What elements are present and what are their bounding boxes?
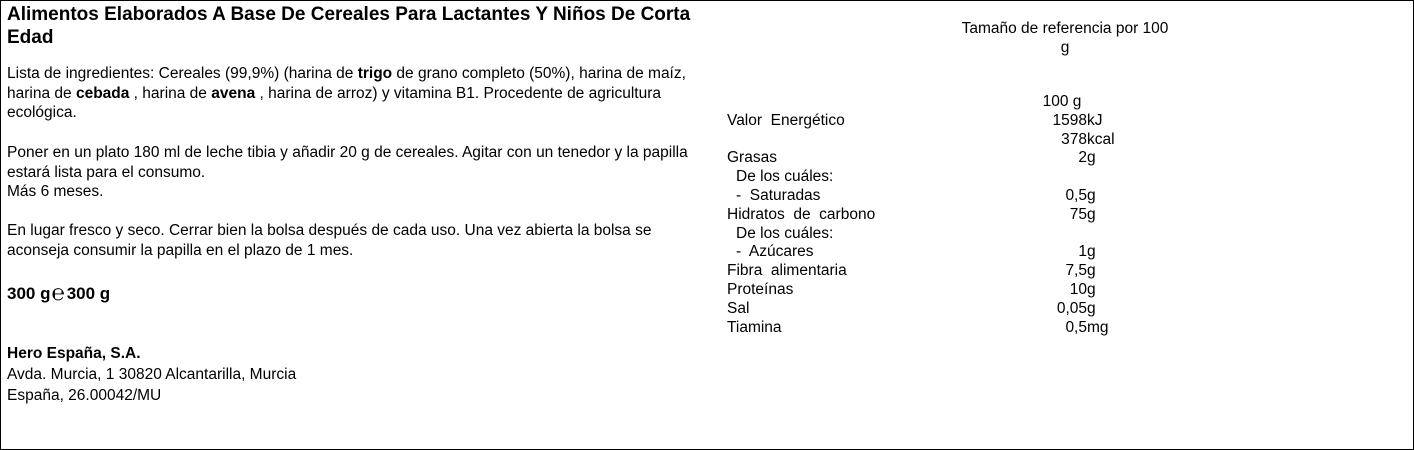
ingredients-text: Lista de ingredientes: Cereales (99,9%) (harina de (7, 65, 358, 82)
nutrient-value: 75 (1069, 205, 1087, 223)
nutrient-unit: g (1087, 262, 1096, 280)
company-name: Hero España, S.A. (7, 345, 141, 362)
nutrition-row (727, 319, 1147, 338)
nutrient-unit: kJ (1087, 111, 1103, 129)
nutrient-unit: g (1087, 299, 1096, 317)
company-address: Avda. Murcia, 1 30820 Alcantarilla, Murcia (7, 366, 297, 383)
column-header-100g: 100 g (1042, 93, 1082, 110)
nutrient-label: Hidratos de carbono (727, 205, 876, 223)
ingredients-list (7, 64, 697, 123)
nutrient-label: - Saturadas (736, 186, 821, 204)
nutrition-row (727, 112, 1147, 131)
nutrient-label: Grasas (727, 149, 777, 167)
nutrient-label: De los cuáles: (736, 224, 834, 242)
nutrient-label: Valor Energético (727, 111, 845, 129)
nutrient-unit: g (1087, 243, 1096, 261)
nutrition-row (727, 300, 1147, 319)
nutrition-row (727, 206, 1147, 225)
nutrient-value: 0,5 (1065, 186, 1087, 204)
reference-size-header: Tamaño de referencia por 100 g (961, 20, 1169, 56)
nutrition-rows (727, 112, 1147, 338)
age-recommendation: Más 6 meses. (7, 183, 104, 200)
nutrition-row (727, 225, 1147, 244)
ingredients-text: , harina de arroz) y vitamina B1. Procedente de agricultura ecológica. (7, 84, 661, 121)
nutrition-row (727, 187, 1147, 206)
nutrient-value: 2 (1078, 149, 1087, 167)
nutrition-row (727, 243, 1147, 262)
storage-instructions: En lugar fresco y seco. Cerrar bien la bolsa después de cada uso. Una vez abierta la bolsa se aconseja consumir la papilla en el plazo de 1 mes. (7, 222, 652, 259)
nutrient-value: 0,05 (1056, 299, 1087, 317)
nutrition-table (727, 93, 1147, 337)
nutrient-unit: mg (1087, 318, 1109, 336)
nutrition-row (727, 281, 1147, 300)
preparation-instructions (7, 143, 697, 202)
company-registry: España, 26.00042/MU (7, 387, 162, 404)
nutrient-value: 1598 (1052, 111, 1087, 129)
nutrient-unit: g (1087, 280, 1096, 298)
nutrient-unit: g (1087, 205, 1096, 223)
estimated-sign-icon: ℮ (51, 280, 65, 305)
allergen-avena: avena (211, 84, 256, 102)
preparation-text: Poner en un plato 180 ml de leche tibia y añadir 20 g de cereales. Agitar con un tenedor y la papilla estará lista para el consumo. (7, 144, 688, 181)
nutrient-label: Sal (727, 299, 750, 317)
net-weight: 300 g (7, 284, 51, 303)
nutrient-value: 10 (1069, 280, 1087, 298)
nutrient-label: Proteínas (727, 280, 794, 298)
nutrition-row (727, 131, 1147, 150)
nutrition-row (727, 262, 1147, 281)
nutrient-unit: kcal (1087, 130, 1115, 148)
nutrition-row (727, 168, 1147, 187)
nutrient-value: 0,5 (1065, 318, 1087, 336)
nutrient-value: 7,5 (1065, 262, 1087, 280)
nutrient-unit: g (1087, 186, 1096, 204)
drained-weight: 300 g (66, 284, 111, 303)
company-info (7, 343, 296, 406)
ingredients-text: , harina de (129, 84, 212, 102)
allergen-trigo: trigo (357, 65, 393, 82)
net-quantity (7, 280, 111, 305)
nutrient-label: Tiamina (727, 318, 782, 336)
nutrient-unit: g (1087, 149, 1096, 167)
allergen-cebada: cebada (75, 84, 130, 102)
nutrient-label: De los cuáles: (736, 168, 834, 186)
ingredients-text: de grano completo (50%), harina de maíz, harina de (7, 65, 686, 102)
nutrition-column-header (727, 93, 1147, 112)
nutrient-value: 378 (1061, 130, 1087, 148)
nutrient-value: 1 (1078, 243, 1087, 261)
nutrient-label: Fibra alimentaria (727, 262, 847, 280)
nutrient-label: - Azúcares (736, 243, 814, 261)
product-title: Alimentos Elaborados A Base De Cereales Para Lactantes Y Niños De Corta Edad (7, 4, 691, 48)
nutrition-row (727, 149, 1147, 168)
